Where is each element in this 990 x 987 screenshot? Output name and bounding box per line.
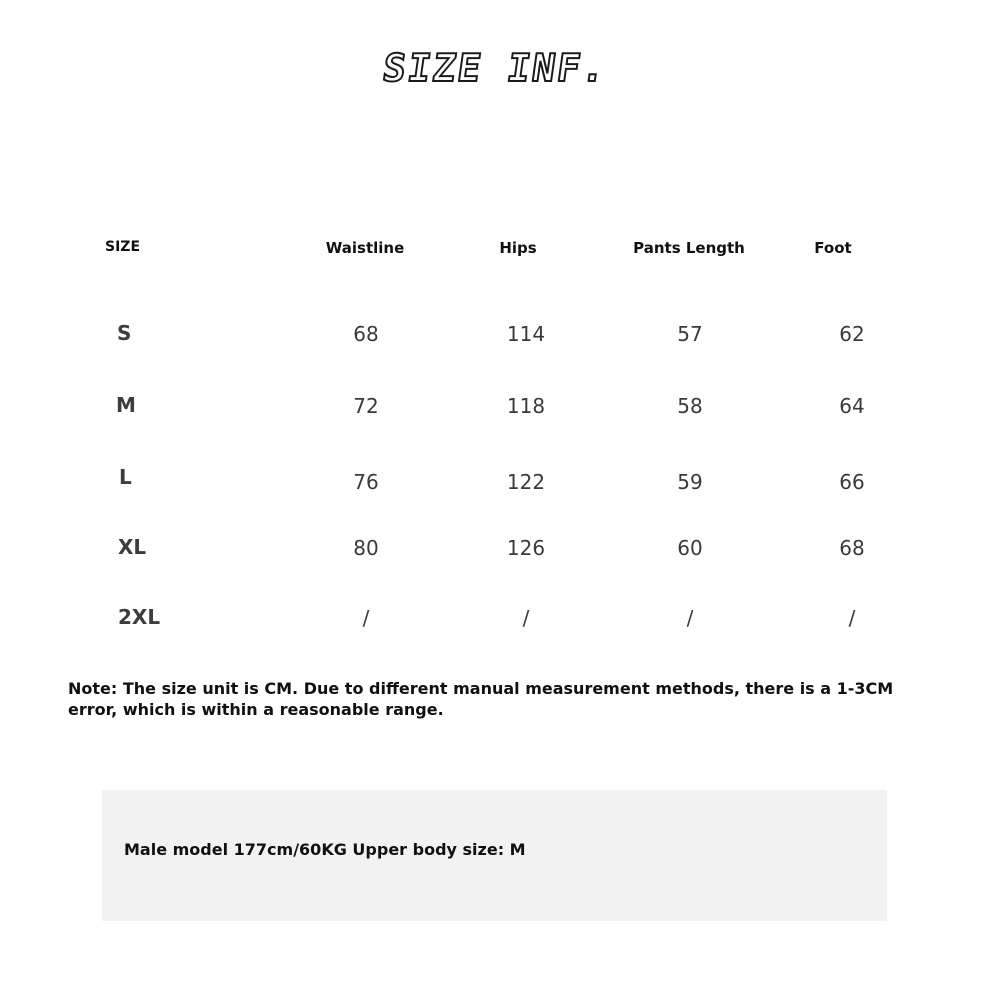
foot-cell: /	[848, 606, 856, 630]
foot-cell: 62	[839, 322, 865, 346]
header-hips: Hips	[499, 239, 537, 257]
waistline-cell: 72	[353, 394, 379, 418]
header-size: SIZE	[105, 239, 141, 255]
waistline-cell: 76	[353, 470, 379, 494]
size-cell: L	[119, 465, 132, 489]
waistline-cell: 80	[353, 536, 379, 560]
foot-cell: 66	[839, 470, 865, 494]
size-cell: S	[117, 321, 132, 345]
size-cell: 2XL	[118, 605, 161, 629]
pants-length-cell: 58	[677, 394, 703, 418]
hips-cell: 118	[506, 394, 546, 418]
pants-length-cell: 59	[677, 470, 703, 494]
pants-length-cell: 60	[677, 536, 703, 560]
foot-cell: 64	[839, 394, 865, 418]
measurement-note: Note: The size unit is CM. Due to different manual measurement methods, there is a 1-3CM error, which is within a reasonable range.	[68, 679, 894, 719]
hips-cell: /	[522, 606, 530, 630]
pants-length-cell: 57	[677, 322, 703, 346]
waistline-cell: 68	[353, 322, 379, 346]
hips-cell: 122	[506, 470, 546, 494]
header-pants-length: Pants Length	[633, 239, 745, 257]
header-waistline: Waistline	[325, 239, 405, 257]
hips-cell: 114	[506, 322, 546, 346]
size-cell: XL	[118, 535, 147, 559]
model-info-text: Male model 177cm/60KG Upper body size: M	[124, 840, 526, 859]
model-info-box	[102, 790, 887, 921]
size-cell: M	[116, 393, 136, 417]
pants-length-cell: /	[686, 606, 694, 630]
hips-cell: 126	[506, 536, 546, 560]
header-foot: Foot	[814, 239, 852, 257]
page-title: SIZE INF.	[379, 46, 611, 90]
waistline-cell: /	[362, 606, 370, 630]
foot-cell: 68	[839, 536, 865, 560]
